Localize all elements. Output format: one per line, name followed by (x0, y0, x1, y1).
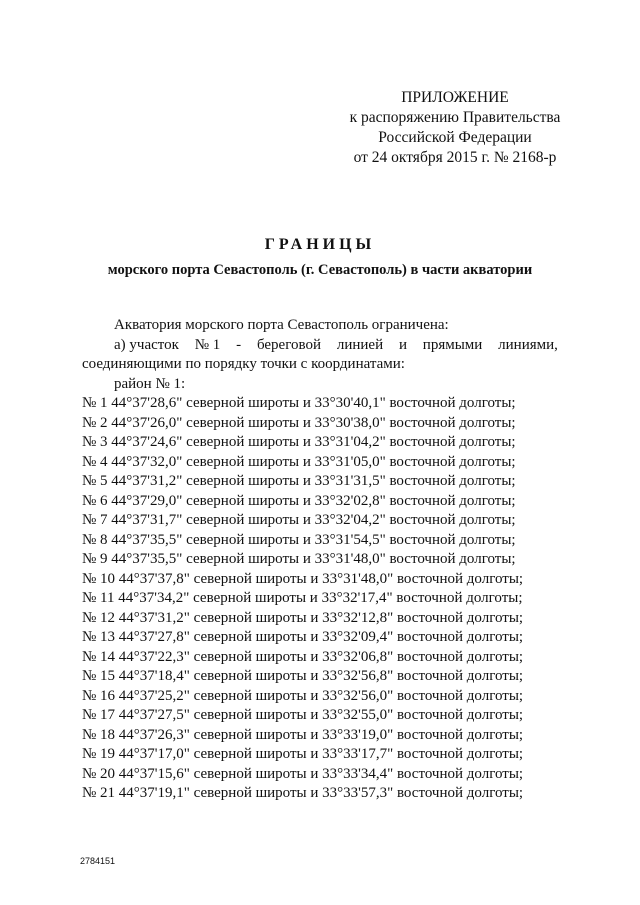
section-a-word: № 1 (194, 336, 221, 353)
coordinate-point-item: № 9 44°37'35,5" северной широты и 33°31'48,0" восточной долготы; (82, 551, 516, 567)
coordinate-point-item: № 11 44°37'34,2" северной широты и 33°32'17,4" восточной долготы; (82, 590, 523, 606)
coordinate-point-item: № 15 44°37'18,4" северной широты и 33°32'56,8" восточной долготы; (82, 668, 524, 684)
coordinate-point-item: № 20 44°37'15,6" северной широты и 33°33'34,4" восточной долготы; (82, 765, 524, 782)
coordinate-point-item: № 8 44°37'35,5" северной широты и 33°31'54,5" восточной долготы; (82, 531, 516, 548)
coordinate-point-item: № 7 44°37'31,7" северной широты и 33°32'04,2" восточной долготы; (82, 512, 516, 528)
appendix-line-2: Российской Федерации (378, 129, 532, 146)
section-a-word: прямыми (422, 336, 483, 353)
footer-code: 2784151 (80, 856, 116, 866)
coordinate-point-item: № 18 44°37'26,3" северной широты и 33°33'19,0" восточной долготы; (82, 726, 524, 743)
coordinate-point-item: № 3 44°37'24,6" северной широты и 33°31'04,2" восточной долготы; (82, 434, 516, 450)
section-a-word: а) участок (114, 336, 179, 353)
appendix-line-1: к распоряжению Правительства (349, 109, 561, 126)
section-a-word: и (398, 336, 407, 353)
coordinate-point-item: № 19 44°37'17,0" северной широты и 33°33'17,7" восточной долготы; (82, 746, 524, 762)
document-body (82, 316, 558, 804)
document-title: ГРАНИЦЫ (264, 236, 376, 253)
section-a-continuation: соединяющими по порядку точки с координатами: (82, 356, 405, 372)
document-subtitle: морского порта Севастополь (г. Севастополь) в части акватории (107, 262, 533, 278)
coordinate-points-list (82, 394, 558, 804)
appendix-line-3: от 24 октября 2015 г. № 2168-р (353, 149, 557, 166)
section-a-word: - (236, 336, 242, 353)
coordinate-point-item: № 12 44°37'31,2" северной широты и 33°32'12,8" восточной долготы; (82, 609, 524, 626)
section-a-word: линиями, (498, 336, 558, 353)
coordinate-point-item: № 5 44°37'31,2" северной широты и 33°31'31,5" восточной долготы; (82, 473, 516, 489)
coordinate-point-item: № 10 44°37'37,8" северной широты и 33°31'48,0" восточной долготы; (82, 570, 524, 587)
coordinate-point-item: № 1 44°37'28,6" северной широты и 33°30'40,1" восточной долготы; (82, 395, 516, 411)
coordinate-point-item: № 2 44°37'26,0" северной широты и 33°30'38,0" восточной долготы; (82, 414, 516, 431)
section-a-first-line (82, 336, 558, 356)
appendix-title: ПРИЛОЖЕНИЕ (401, 89, 509, 106)
coordinate-point-item: № 13 44°37'27,8" северной широты и 33°32'09,4" восточной долготы; (82, 629, 524, 645)
appendix-header (340, 88, 570, 168)
intro-paragraph: Акватория морского порта Севастополь ограничена: (114, 317, 449, 333)
section-a-word: береговой (256, 336, 322, 353)
coordinate-point-item: № 16 44°37'25,2" северной широты и 33°32'56,0" восточной долготы; (82, 687, 524, 704)
coordinate-point-item: № 14 44°37'22,3" северной широты и 33°32'06,8" восточной долготы; (82, 648, 524, 665)
section-a-word: линией (336, 336, 384, 353)
coordinate-point-item: № 17 44°37'27,5" северной широты и 33°32'55,0" восточной долготы; (82, 707, 524, 723)
coordinate-point-item: № 6 44°37'29,0" северной широты и 33°32'02,8" восточной долготы; (82, 492, 516, 509)
coordinate-point-item: № 4 44°37'32,0" северной широты и 33°31'05,0" восточной долготы; (82, 453, 516, 470)
district-label: район № 1: (114, 375, 186, 392)
coordinate-point-item: № 21 44°37'19,1" северной широты и 33°33'57,3" восточной долготы; (82, 785, 524, 801)
